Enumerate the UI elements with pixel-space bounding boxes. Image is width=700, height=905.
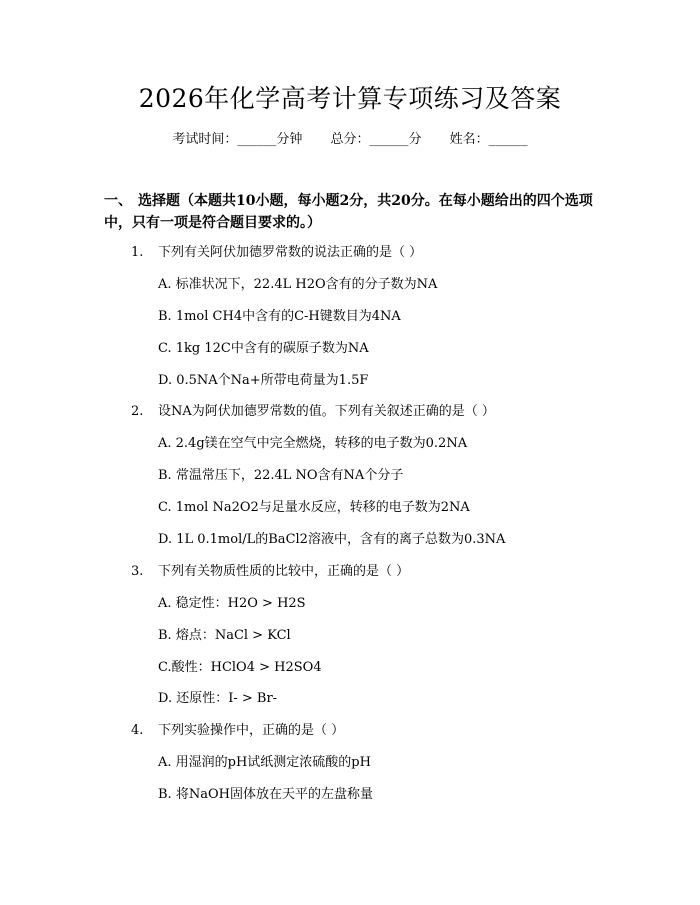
option: B. 常温常压下，22.4L NO含有NA个分子 (158, 468, 404, 483)
exam-info (0, 131, 700, 149)
exam-score: 总分：______分 (330, 132, 422, 147)
option: A. 标准状况下，22.4L H2O含有的分子数为NA (158, 277, 438, 292)
student-name: 姓名：______ (449, 132, 528, 147)
exam-time: 考试时间：______分钟 (172, 132, 303, 147)
option: A. 2.4g镁在空气中完全燃烧，转移的电子数为0.2NA (158, 436, 468, 451)
question-stem: 下列有关物质性质的比较中，正确的是（ ） (158, 564, 410, 579)
section-heading (104, 190, 604, 234)
question (131, 244, 422, 262)
option: D. 1L 0.1mol/L的BaCl2溶液中，含有的离子总数为0.3NA (158, 532, 506, 547)
option: A. 用湿润的pH试纸测定浓硫酸的pH (158, 755, 371, 770)
option: C. 1kg 12C中含有的碳原子数为NA (158, 341, 369, 356)
option: C. 1mol Na2O2与足量水反应，转移的电子数为2NA (158, 500, 470, 515)
question-number: 4. (131, 723, 144, 738)
option: B. 熔点：NaCl > KCl (158, 628, 291, 643)
question-stem: 下列实验操作中，正确的是（ ） (158, 723, 345, 738)
question-number: 2. (131, 404, 144, 419)
question (131, 722, 344, 740)
question (131, 403, 495, 421)
page-title: 2026年化学高考计算专项练习及答案 (138, 84, 562, 113)
question-stem: 设NA为阿伏加德罗常数的值。下列有关叙述正确的是（ ） (158, 404, 495, 419)
question-number: 3. (131, 564, 144, 579)
section-text: 选择题（本题共10小题，每小题2分，共20分。在每小题给出的四个选项中，只有一项是符合题目要求的。） (104, 193, 593, 231)
option: C.酸性：HClO4 > H2SO4 (158, 660, 322, 675)
question-stem: 下列有关阿伏加德罗常数的说法正确的是（ ） (158, 245, 423, 260)
question (131, 563, 409, 581)
option: B. 将NaOH固体放在天平的左盘称量 (158, 787, 373, 802)
option: D. 0.5NA个Na+所带电荷量为1.5F (158, 373, 369, 388)
question-number: 1. (131, 245, 144, 260)
section-number: 一、 (104, 193, 132, 209)
option: B. 1mol CH4中含有的C-H键数目为4NA (158, 309, 401, 324)
option: D. 还原性：I- > Br- (158, 691, 278, 706)
option: A. 稳定性：H2O > H2S (158, 596, 306, 611)
